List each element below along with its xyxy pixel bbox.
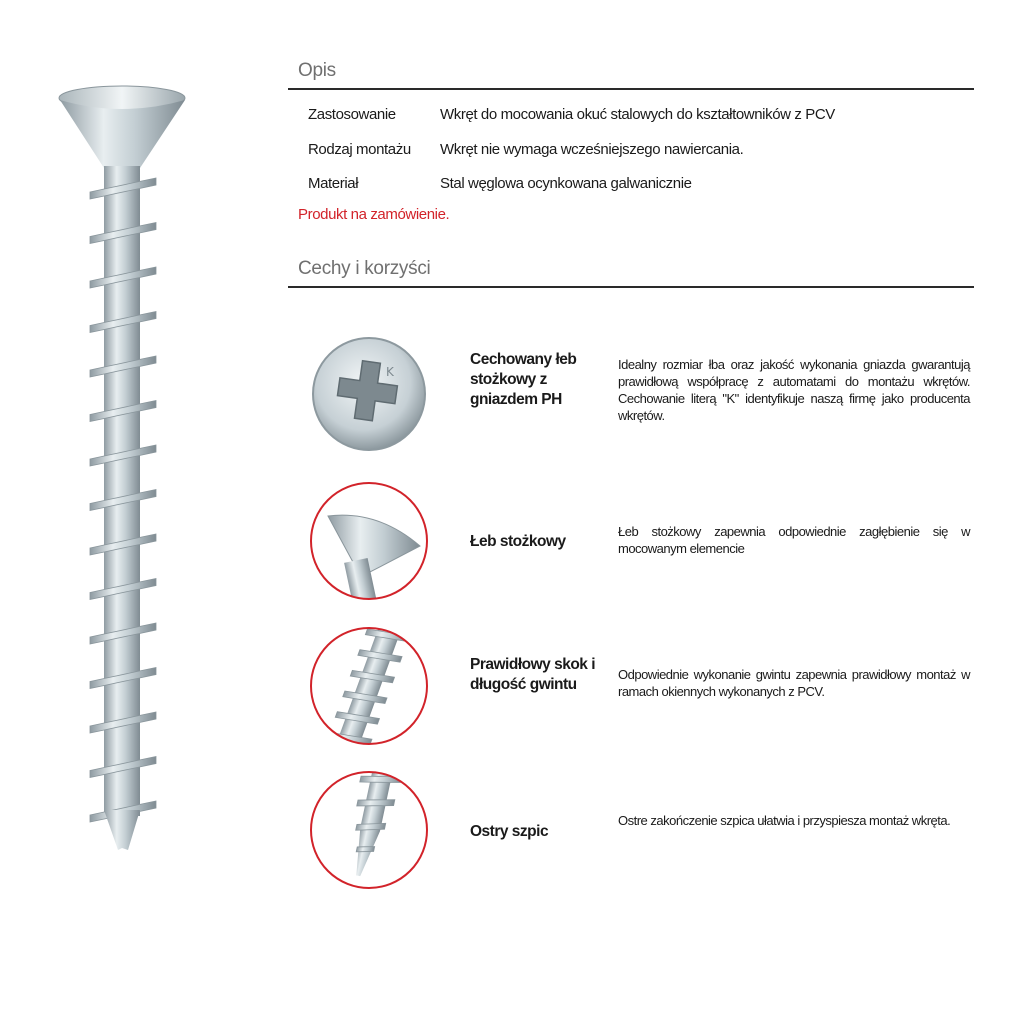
spec-value-material: Stal węglowa ocynkowana galwanicznie [440, 175, 692, 192]
feature-name-stamped-head: Cechowany łeb stożkowy z gniazdem PH [470, 351, 577, 408]
description-section-title: Opis [298, 60, 336, 81]
screw-head-top-view-icon [308, 336, 430, 458]
feature-desc-stamped-head: Idealny rozmiar łba oraz jakość wykonania gniazda gwarantują prawidłową współpracę z automatami do montażu wkrętów. Cechowanie literą "K" identyfikuje naszą firmę jako producenta wkrętów. [618, 357, 970, 423]
features-section-title: Cechy i korzyści [298, 258, 431, 279]
feature-desc-sharp-tip: Ostre zakończenie szpica ułatwia i przyspiesza montaż wkręta. [618, 813, 951, 828]
thread-icon [308, 625, 430, 747]
feature-desc-countersunk: Łeb stożkowy zapewnia odpowiednie zagłębienie się w mocowanym elemencie [618, 524, 970, 556]
product-screw-image [40, 70, 210, 870]
order-note: Produkt na zamówienie. [298, 206, 450, 223]
feature-name-thread: Prawidłowy skok i długość gwintu [470, 656, 596, 693]
feature-name-sharp-tip: Ostry szpic [470, 823, 549, 840]
sharp-tip-icon [308, 769, 430, 891]
features-divider [288, 286, 974, 288]
spec-label-application: Zastosowanie [308, 106, 396, 123]
spec-value-application: Wkręt do mocowania okuć stalowych do kształtowników z PCV [440, 106, 835, 123]
spec-label-mounting: Rodzaj montażu [308, 141, 411, 158]
description-divider [288, 88, 974, 90]
feature-desc-thread: Odpowiednie wykonanie gwintu zapewnia prawidłowy montaż w ramach okiennych wykonanych z PCV. [618, 667, 970, 699]
feature-name-countersunk: Łeb stożkowy [470, 533, 566, 550]
spec-label-material: Materiał [308, 175, 359, 192]
spec-value-mounting: Wkręt nie wymaga wcześniejszego nawiercania. [440, 141, 744, 158]
svg-text:K: K [386, 365, 394, 379]
countersunk-head-icon [308, 480, 430, 602]
